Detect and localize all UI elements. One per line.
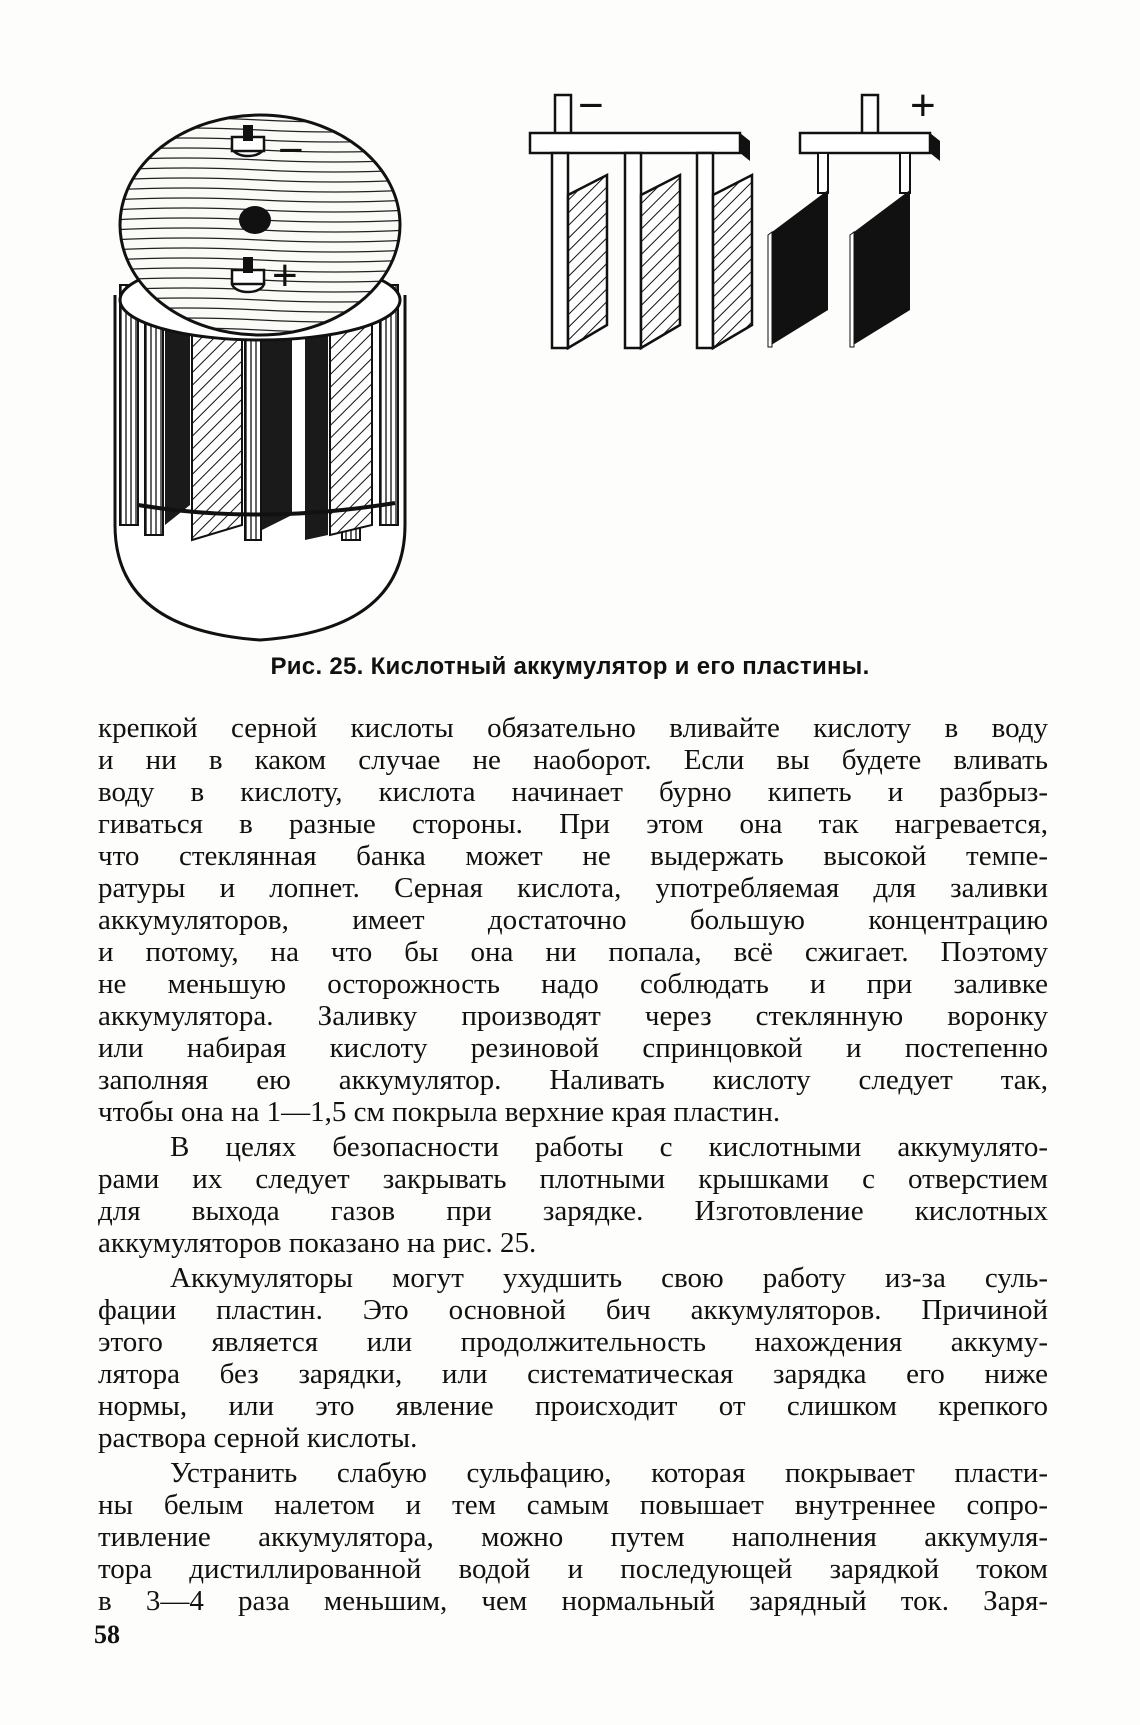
text-line: заполняя ею аккумулятор. Наливать кислоту следует так, [98,1064,1048,1096]
text-line: и потому, на что бы она ни попала, всё сжигает. Поэтому [98,936,1048,968]
figure-25 [110,85,1050,645]
paragraph [98,1262,1048,1454]
paragraph [98,1457,1048,1617]
text-line: аккумуляторов, имеет достаточно большую концентрацию [98,904,1048,936]
text-line: нормы, или это явление происходит от слишком крепкого [98,1390,1048,1422]
text-line: не меньшую осторожность надо соблюдать и при заливке [98,968,1048,1000]
negative-plates-minus-label: − [578,85,604,130]
battery-jar-drawing [115,115,405,640]
text-line: в 3—4 раза меньшим, чем нормальный зарядный ток. Заря- [98,1585,1048,1617]
text-line: лятора без зарядки, или систематическая зарядка его ниже [98,1358,1048,1390]
text-line: чтобы она на 1—1,5 см покрыла верхние края пластин. [98,1096,781,1128]
body-text [98,712,1048,1620]
text-line: этого является или продолжительность нахождения аккуму- [98,1326,1048,1358]
text-line: фации пластин. Это основной бич аккумуляторов. Причиной [98,1294,1048,1326]
text-line: рами их следует закрывать плотными крышками с отверстием [98,1163,1048,1195]
text-line: ратуры и лопнет. Серная кислота, употребляемая для заливки [98,872,1048,904]
jar-plus-label: + [272,251,298,300]
jar-minus-label: − [278,126,304,175]
paragraph [98,712,1048,1128]
page-number: 58 [94,1620,120,1649]
text-line: тора дистиллированной водой и последующей зарядкой током [98,1553,1048,1585]
text-line: гиваться в разные стороны. При этом она так нагревается, [98,808,1048,840]
text-line: для выхода газов при зарядке. Изготовление кислотных [98,1195,1048,1227]
text-line: ны белым налетом и тем самым повышает внутреннее сопро- [98,1489,1048,1521]
text-line: аккумулятора. Заливку производят через стеклянную воронку [98,1000,1048,1032]
text-line: или набирая кислоту резиновой спринцовкой и постепенно [98,1032,1048,1064]
negative-plates-drawing [530,95,752,348]
text-line: Устранить слабую сульфацию, которая покрывает пласти- [170,1457,1048,1489]
text-line: тивление аккумулятора, можно путем наполнения аккумуля- [98,1521,1048,1553]
text-line: аккумуляторов показано на рис. 25. [98,1227,537,1259]
positive-plates-plus-label: + [910,85,936,130]
text-line: воду в кислоту, кислота начинает бурно кипеть и разбрыз- [98,776,1048,808]
positive-plates-drawing [768,95,940,347]
paragraph [98,1131,1048,1259]
text-line: и ни в каком случае не наоборот. Если вы будете вливать [98,744,1048,776]
text-line: что стеклянная банка может не выдержать высокой темпе- [98,840,1048,872]
text-line: В целях безопасности работы с кислотными аккумулято- [170,1131,1048,1163]
figure-caption: Рис. 25. Кислотный аккумулятор и его пластины. [270,653,870,680]
text-line: раствора серной кислоты. [98,1422,418,1454]
text-line: Аккумуляторы могут ухудшить свою работу из-за суль- [170,1262,1048,1294]
text-line: крепкой серной кислоты обязательно вливайте кислоту в воду [98,712,1048,744]
